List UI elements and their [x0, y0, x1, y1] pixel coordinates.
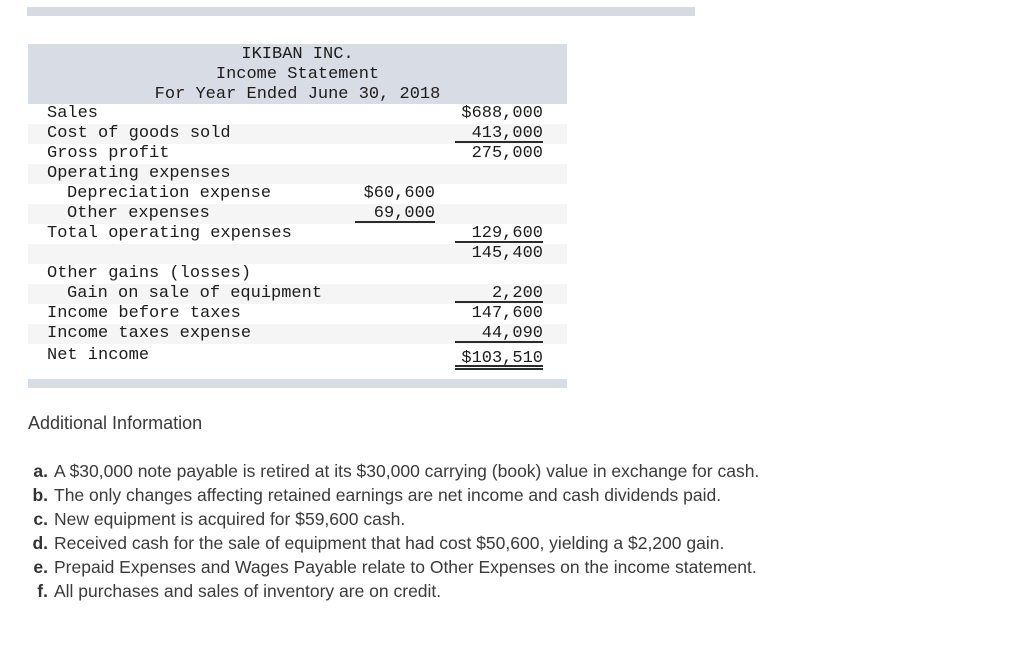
- table-row: [28, 184, 567, 204]
- table-footer-bar: [28, 379, 567, 388]
- additional-info-list: [31, 459, 759, 603]
- table-row: [28, 204, 567, 224]
- row-label: Operating expenses: [47, 164, 231, 183]
- item-letter: f.: [37, 581, 48, 601]
- row-amount: 275,000: [471, 144, 543, 163]
- item-letter: b.: [32, 485, 48, 505]
- row-amount: $688,000: [461, 104, 543, 123]
- additional-info-heading: Additional Information: [28, 413, 203, 433]
- item-text: A $30,000 note payable is retired at its $30,000 carrying (book) value in exchange for cash.: [54, 461, 760, 481]
- table-row: [28, 224, 567, 244]
- item-letter: e.: [33, 557, 48, 577]
- list-item: [31, 555, 759, 579]
- table-row: [28, 104, 567, 124]
- list-item: [31, 579, 759, 603]
- list-item: [31, 507, 759, 531]
- statement-header: [28, 44, 567, 104]
- row-amount: $103,510: [455, 350, 543, 370]
- statement-period: For Year Ended June 30, 2018: [154, 85, 441, 104]
- item-letter: a.: [33, 461, 48, 481]
- table-row: [28, 124, 567, 144]
- item-text: Prepaid Expenses and Wages Payable relate to Other Expenses on the income statement.: [54, 557, 757, 577]
- row-label: Other expenses: [67, 204, 210, 223]
- table-row: [28, 284, 567, 304]
- item-letter: d.: [32, 533, 48, 553]
- row-subamount: 69,000: [355, 205, 435, 223]
- table-row: [28, 264, 567, 284]
- company-name: IKIBAN INC.: [241, 45, 354, 64]
- table-row: [28, 164, 567, 184]
- row-label: Other gains (losses): [47, 264, 252, 283]
- income-statement: [28, 44, 567, 388]
- top-divider-bar: [27, 7, 695, 16]
- table-row: [28, 144, 567, 164]
- row-label: Gross profit: [47, 144, 170, 163]
- item-letter: c.: [33, 509, 48, 529]
- table-row: [28, 304, 567, 324]
- row-amount: 129,600: [455, 225, 543, 243]
- row-label: Gain on sale of equipment: [67, 284, 323, 303]
- row-amount: 413,000: [455, 125, 543, 143]
- row-amount: 147,600: [471, 304, 543, 323]
- list-item: [31, 531, 759, 555]
- item-text: All purchases and sales of inventory are on credit.: [54, 581, 442, 601]
- row-label: Net income: [47, 346, 150, 365]
- row-label: Income before taxes: [47, 304, 241, 323]
- list-item: [31, 459, 759, 483]
- statement-title: Income Statement: [215, 65, 380, 84]
- item-text: New equipment is acquired for $59,600 cash.: [54, 509, 406, 529]
- row-label: Depreciation expense: [67, 184, 272, 203]
- row-label: Total operating expenses: [47, 224, 292, 243]
- item-text: The only changes affecting retained earnings are net income and cash dividends paid.: [54, 485, 722, 505]
- row-amount: 44,090: [455, 325, 543, 343]
- item-text: Received cash for the sale of equipment that had cost $50,600, yielding a $2,200 gain.: [54, 533, 725, 553]
- row-label: Income taxes expense: [47, 324, 252, 343]
- net-income-row: [28, 346, 567, 372]
- table-row: [28, 244, 567, 264]
- row-label: Sales: [47, 104, 99, 123]
- table-row: [28, 324, 567, 344]
- row-label: Cost of goods sold: [47, 124, 231, 143]
- row-amount: 2,200: [455, 285, 543, 303]
- row-amount: 145,400: [471, 244, 543, 263]
- list-item: [31, 483, 759, 507]
- row-subamount: $60,600: [363, 184, 435, 203]
